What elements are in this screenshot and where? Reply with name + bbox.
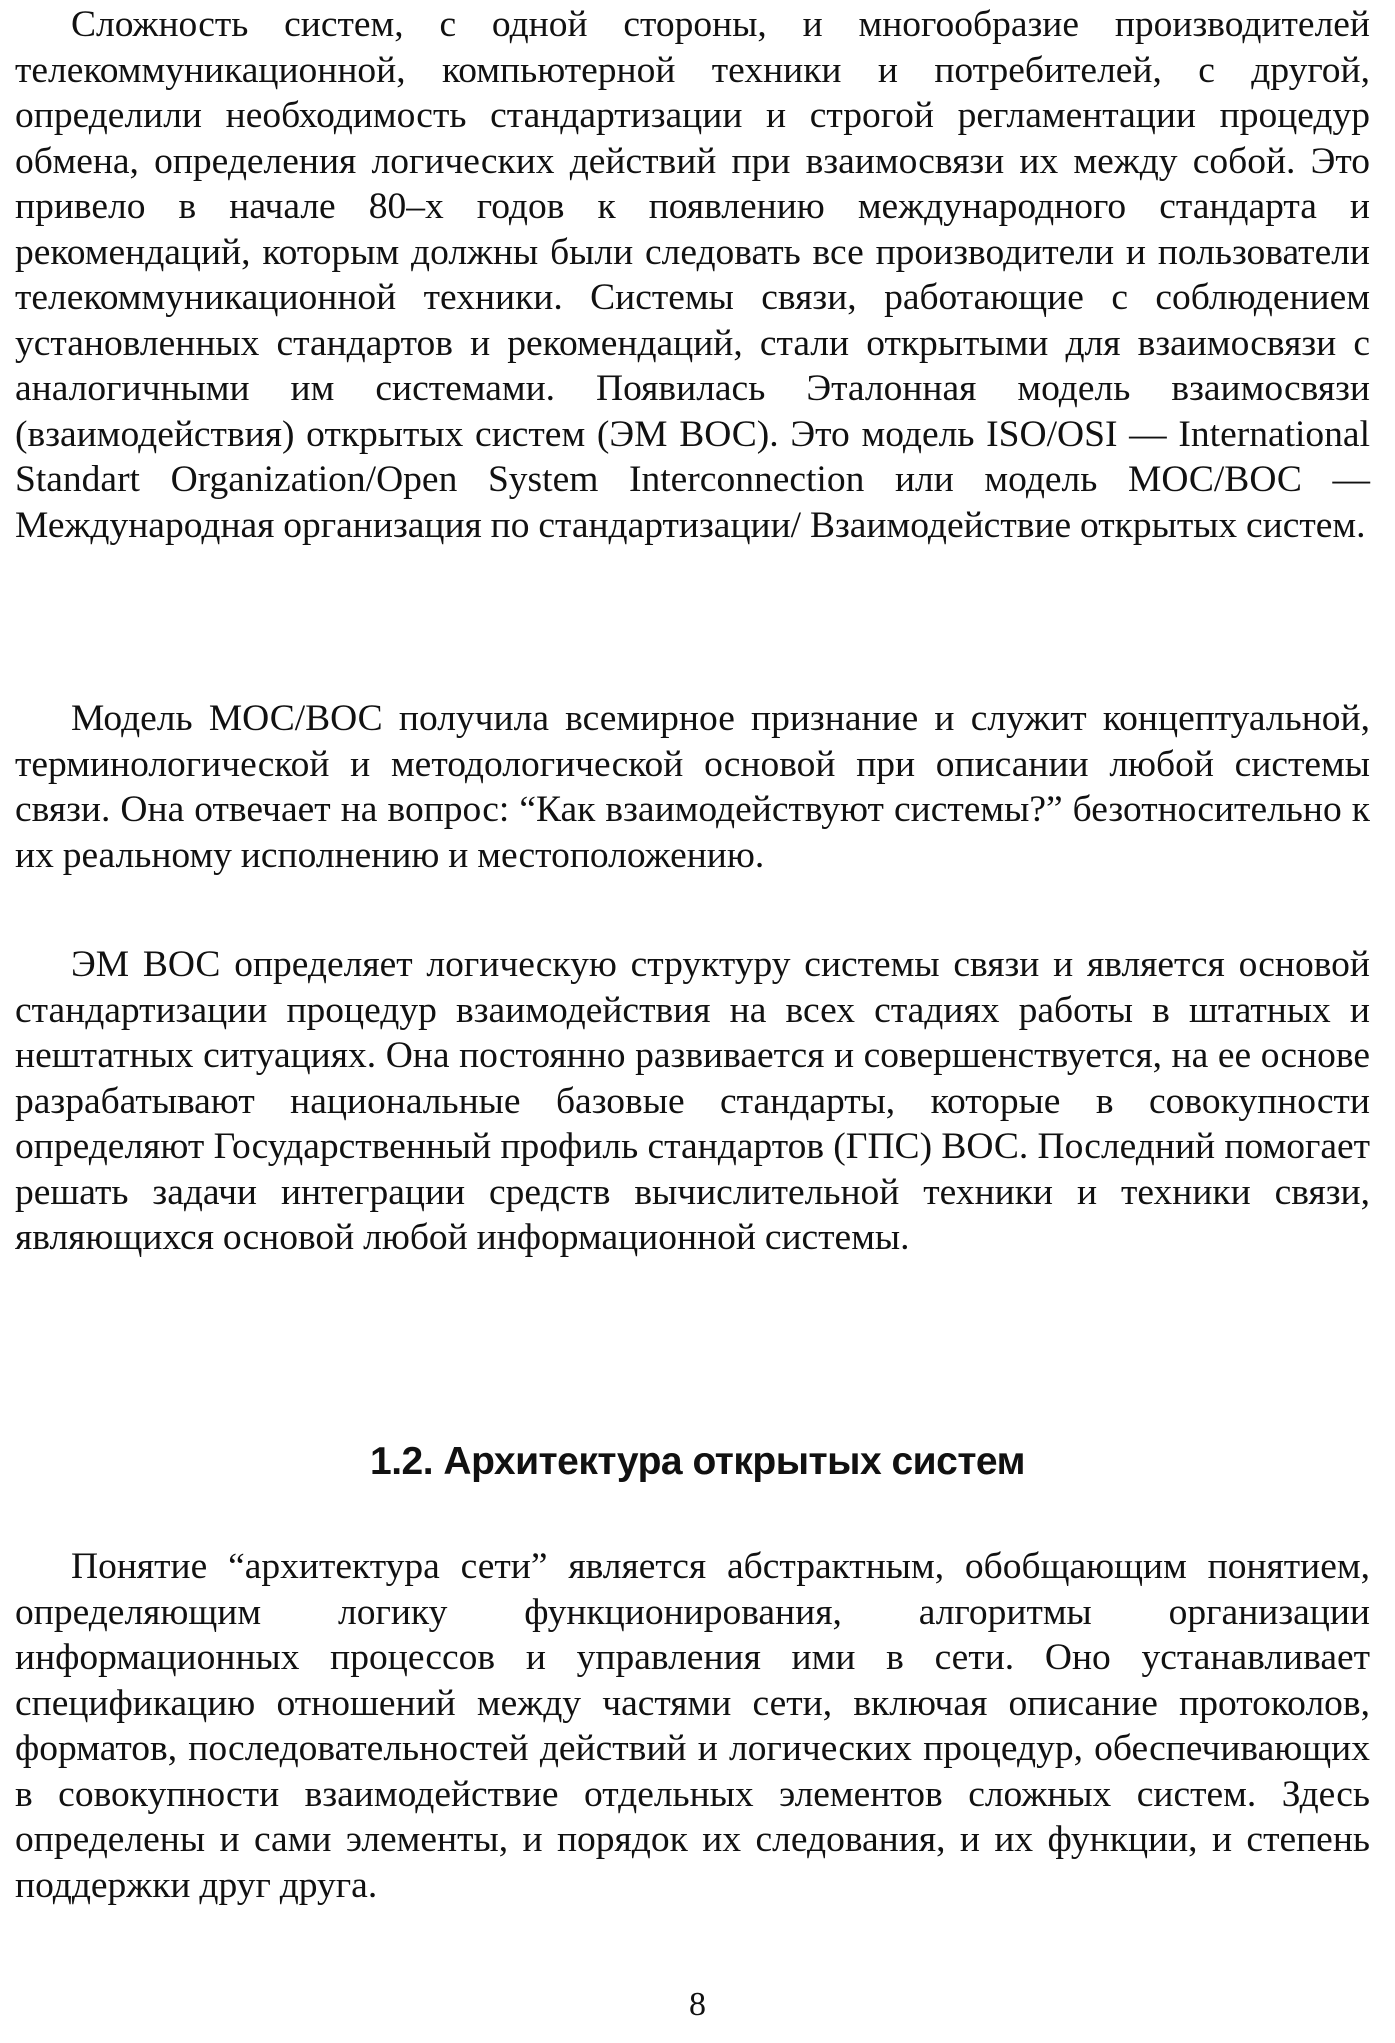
paragraph-osi-structure: ЭМ ВОС определяет логическую структуру системы связи и является основой стандартизации процедур взаимодействия на всех стадиях работы в штатных и нештатных ситуациях. Она постоянно развивается и совершенствуется, на ее основе разрабатывают национальные базовые стандарты, которые в совокупности определяют Государственный профиль стандартов (ГПС) ВОС. Последний помогает решать задачи интеграции средств вычислительной техники и техники связи, являющихся основой любой информационной системы. bbox=[15, 944, 1370, 1258]
paragraph-osi-recognition: Модель МОС/ВОС получила всемирное признание и служит концептуальной, терминологической и методологической основой при описании любой системы связи. Она отвечает на вопрос: “Как взаимодействуют системы?” безотносительно к их реальному исполнению и местоположению. bbox=[15, 698, 1370, 876]
paragraph-network-architecture: Понятие “архитектура сети” является абстрактным, обобщающим понятием, определяющим логику функционирования, алгоритмы организации информационных процессов и управления ими в сети. Оно устанавливает спецификацию отношений между частями сети, включая описание протоколов, форматов, последовательностей действий и логических процедур, обеспечивающих в совокупности взаимодействие отдельных элементов сложных систем. Здесь определены и сами элементы, и порядок их следования, и их функции, и степень поддержки друг друга. bbox=[15, 1546, 1370, 1906]
paragraph-osi-origin: Сложность систем, с одной стороны, и многообразие производителей телекоммуникационной, компьютерной техники и потребителей, с другой, определили необходимость стандартизации и строгой регламентации процедур обмена, определения логических действий при взаимосвязи их между собой. Это привело в начале 80–х годов к появлению международного стандарта и рекомендаций, которым должны были следовать все производители и пользователи телекоммуникационной техники. Системы связи, работающие с соблюдением установленных стандартов и рекомендаций, стали открытыми для взаимосвязи с аналогичными им системами. Появилась Эталонная модель взаимосвязи (взаимодействия) открытых систем (ЭМ ВОС). Это модель ISO/OSI — International Standart Organization/Open System Interconnection или модель МОС/ВОС — Международная организация по стандартизации/ Взаимодействие открытых систем. bbox=[15, 4, 1370, 546]
page-number: 8 bbox=[689, 1986, 706, 2023]
section-heading: 1.2. Архитектура открытых систем bbox=[370, 1440, 1025, 1483]
